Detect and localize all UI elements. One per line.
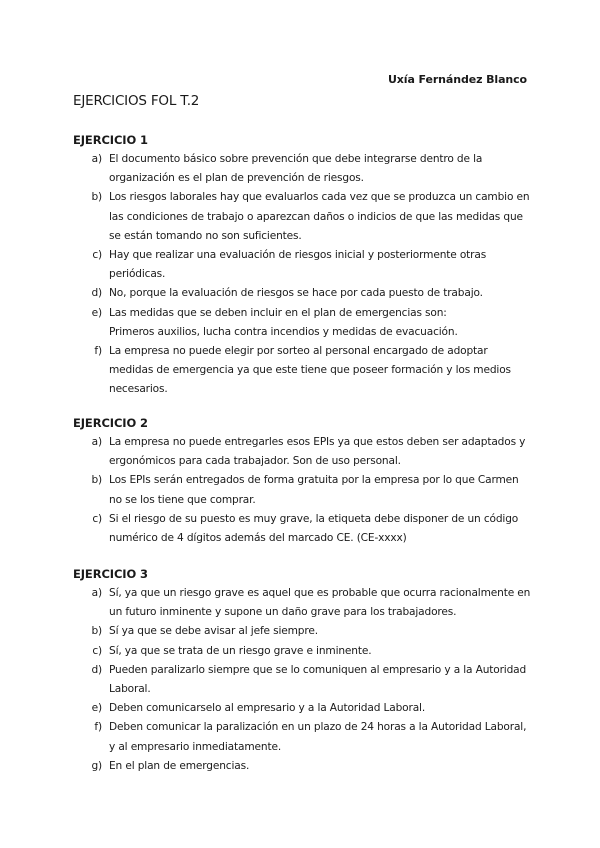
list-item (73, 188, 533, 246)
item-text: Deben comunicar la paralización en un plazo de 24 horas a la Autoridad Laboral, y al empresario inmediatamente. (109, 721, 527, 753)
exercise-1-answers (73, 150, 533, 400)
exercise-3-answers (73, 584, 533, 776)
item-letter: a) (91, 436, 102, 448)
item-text: Los riesgos laborales hay que evaluarlos cada vez que se produzca un cambio en las condiciones de trabajo o aparezcan daños o indicios de que las medidas que se están tomando no son suficientes. (109, 191, 530, 242)
list-item (73, 757, 533, 776)
list-item (73, 510, 533, 548)
item-text: En el plan de emergencias. (109, 759, 250, 772)
item-text-line-1: Las medidas que se deben incluir en el plan de emergencias son: (109, 306, 447, 319)
item-letter: b) (91, 625, 102, 638)
item-letter: a) (91, 587, 102, 599)
item-letter: e) (91, 306, 102, 319)
item-letter: f) (94, 721, 102, 734)
item-letter: b) (91, 474, 102, 487)
item-text: Sí ya que se debe avisar al jefe siempre. (109, 625, 318, 638)
item-letter: d) (91, 287, 102, 300)
item-text: La empresa no puede elegir por sorteo al personal encargado de adoptar medidas de emergencia ya que este tiene que poseer formación y los medios necesarios. (109, 345, 511, 396)
author-name: Uxía Fernández Blanco (387, 73, 527, 86)
item-letter: c) (92, 644, 102, 657)
item-text: Sí, ya que un riesgo grave es aquel que es probable que ocurra racionalmente en un futuro inminente y supone un daño grave para los trabajadores. (109, 587, 531, 619)
list-item (73, 661, 533, 699)
list-item (73, 150, 533, 188)
item-text: Pueden paralizarlo siempre que se lo comuniquen al empresario y a la Autoridad Laboral. (109, 663, 527, 696)
item-text: El documento básico sobre prevención que debe integrarse dentro de la organización es el plan de prevención de riesgos. (109, 153, 483, 185)
item-text: La empresa no puede entregarles esos EPIs ya que estos deben ser adaptados y ergonómicos para cada trabajador. Son de uso personal. (109, 436, 526, 468)
item-letter: g) (91, 759, 102, 772)
list-item (73, 342, 533, 400)
exercise-2-heading: EJERCICIO 2 (73, 416, 148, 430)
list-item (73, 718, 533, 756)
exercise-3-section (73, 567, 533, 776)
list-item (73, 433, 533, 471)
list-item (73, 304, 533, 342)
item-text: Los EPIs serán entregados de forma gratuita por la empresa por lo que Carmen no se los tiene que comprar. (109, 474, 519, 506)
list-item (73, 584, 533, 622)
item-text-line-2: Primeros auxilios, lucha contra incendios y medidas de evacuación. (109, 325, 458, 338)
item-letter: e) (91, 702, 102, 715)
document-title: EJERCICIOS FOL T.2 (73, 93, 200, 109)
list-item (73, 246, 533, 284)
item-letter: b) (91, 191, 102, 204)
item-text: Hay que realizar una evaluación de riesgos inicial y posteriormente otras periódicas. (109, 249, 487, 281)
item-letter: d) (91, 663, 102, 676)
item-text: Si el riesgo de su puesto es muy grave, la etiqueta debe disponer de un código numérico de 4 dígitos además del marcado CE. (CE-xxxx) (109, 512, 519, 545)
list-item (73, 642, 533, 661)
exercise-1-section (73, 133, 533, 400)
item-letter: a) (91, 153, 102, 165)
item-text: Sí, ya que se trata de un riesgo grave e inminente. (109, 644, 372, 657)
list-item (73, 622, 533, 641)
list-item (73, 471, 533, 509)
item-letter: f) (94, 345, 102, 358)
list-item (73, 699, 533, 718)
item-text: No, porque la evaluación de riesgos se hace por cada puesto de trabajo. (109, 287, 483, 300)
exercise-1-heading: EJERCICIO 1 (73, 133, 148, 147)
item-letter: c) (92, 512, 102, 525)
item-text (109, 304, 533, 342)
item-letter: c) (92, 249, 102, 262)
exercise-2-answers (73, 433, 533, 548)
exercise-2-section (73, 416, 533, 548)
item-text: Deben comunicarselo al empresario y a la Autoridad Laboral. (109, 702, 426, 715)
list-item (73, 284, 533, 303)
exercise-3-heading: EJERCICIO 3 (73, 567, 148, 581)
